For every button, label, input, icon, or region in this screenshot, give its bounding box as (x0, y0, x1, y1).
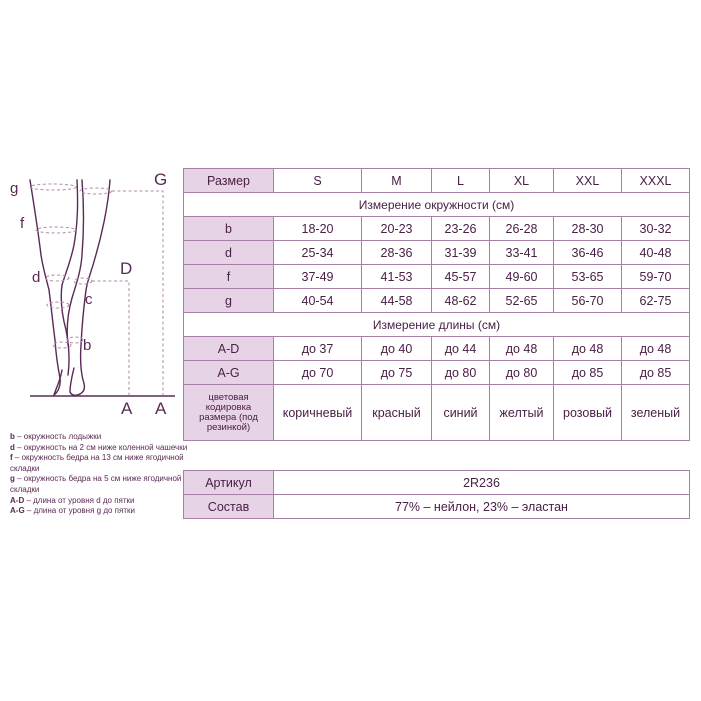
size-xl: XL (490, 169, 554, 193)
table-row (184, 337, 690, 361)
size-xxxl: XXXL (622, 169, 690, 193)
product-info-table (183, 470, 690, 519)
color-code-xxl: розовый (554, 385, 622, 441)
table-cell: 26-28 (490, 217, 554, 241)
label-b: b (83, 337, 92, 354)
size-m: M (362, 169, 432, 193)
legend-item-g: g – окружность бедра на 5 см ниже ягодичной складки (10, 474, 182, 494)
label-A-right: A (155, 399, 167, 418)
color-code-label: цветовая кодировка размера (под резинкой) (184, 385, 274, 441)
table-row (184, 361, 690, 385)
row-label-d: d (184, 241, 274, 265)
label-d: d (32, 269, 41, 286)
legend-item-a-g: A-G – длина от уровня g до пятки (10, 506, 135, 516)
table-cell: 28-30 (554, 217, 622, 241)
size-l: L (432, 169, 490, 193)
row-label-g: g (184, 289, 274, 313)
table-row (184, 241, 690, 265)
composition-value: 77% – нейлон, 23% – эластан (274, 495, 690, 519)
color-code-m: красный (362, 385, 432, 441)
legend-item-d: d – окружность на 2 см ниже коленной чашечки (10, 442, 188, 452)
row-label-f: f (184, 265, 274, 289)
table-cell: 56-70 (554, 289, 622, 313)
label-f: f (20, 215, 25, 232)
row-label-b: b (184, 217, 274, 241)
table-cell: 59-70 (622, 265, 690, 289)
table-cell: 23-26 (432, 217, 490, 241)
table-cell: 40-48 (622, 241, 690, 265)
table-cell: до 80 (432, 361, 490, 385)
table-cell: 37-49 (274, 265, 362, 289)
table-cell: 49-60 (490, 265, 554, 289)
circumference-section-row (184, 193, 690, 217)
leg-measurement-diagram (0, 160, 185, 425)
legend-item-b: b – окружность лодыжки (10, 432, 102, 441)
row-label-a-d: A-D (184, 337, 274, 361)
table-cell: до 48 (622, 337, 690, 361)
right-leg-outline (80, 180, 110, 394)
table-cell: 62-75 (622, 289, 690, 313)
table-cell: до 48 (554, 337, 622, 361)
label-A-left: A (121, 399, 133, 418)
table-cell: до 85 (622, 361, 690, 385)
table-cell: до 80 (490, 361, 554, 385)
row-label-a-g: A-G (184, 361, 274, 385)
composition-label: Состав (184, 495, 274, 519)
article-row (184, 471, 690, 495)
table-row (184, 265, 690, 289)
table-cell: 48-62 (432, 289, 490, 313)
left-leg-outline (30, 180, 60, 395)
table-cell: до 44 (432, 337, 490, 361)
table-cell: 52-65 (490, 289, 554, 313)
table-cell: 31-39 (432, 241, 490, 265)
table-cell: 53-65 (554, 265, 622, 289)
table-cell: до 75 (362, 361, 432, 385)
label-g: g (10, 180, 19, 197)
table-cell: до 37 (274, 337, 362, 361)
composition-row (184, 495, 690, 519)
color-code-l: синий (432, 385, 490, 441)
table-cell: 30-32 (622, 217, 690, 241)
table-cell: 44-58 (362, 289, 432, 313)
size-s: S (274, 169, 362, 193)
legs-outline (30, 180, 110, 395)
table-cell: 41-53 (362, 265, 432, 289)
size-xxl: XXL (554, 169, 622, 193)
label-c: c (85, 291, 93, 308)
size-table (183, 168, 690, 441)
legend-item-f: f – окружность бедра на 13 см ниже ягодичной складки (10, 453, 184, 473)
table-cell: до 70 (274, 361, 362, 385)
length-section-title: Измерение длины (см) (184, 313, 690, 337)
legend-item-a-d: A-D – длина от уровня d до пятки (10, 495, 135, 505)
table-cell: до 85 (554, 361, 622, 385)
color-code-row (184, 385, 690, 441)
table-cell: 36-46 (554, 241, 622, 265)
table-row (184, 217, 690, 241)
color-code-xl: желтый (490, 385, 554, 441)
article-label: Артикул (184, 471, 274, 495)
circumference-section-title: Измерение окружности (см) (184, 193, 690, 217)
table-cell: 18-20 (274, 217, 362, 241)
size-header-label: Размер (184, 169, 274, 193)
length-section-row (184, 313, 690, 337)
legend (10, 432, 188, 517)
table-cell: до 48 (490, 337, 554, 361)
label-D: D (120, 259, 133, 278)
table-cell: 40-54 (274, 289, 362, 313)
table-cell: 45-57 (432, 265, 490, 289)
measurement-lines (30, 184, 163, 395)
table-cell: до 40 (362, 337, 432, 361)
table-cell: 25-34 (274, 241, 362, 265)
article-value: 2R236 (274, 471, 690, 495)
label-G: G (154, 170, 168, 189)
table-cell: 28-36 (362, 241, 432, 265)
table-cell: 20-23 (362, 217, 432, 241)
right-foot (70, 368, 80, 395)
table-row (184, 289, 690, 313)
table-cell: 33-41 (490, 241, 554, 265)
color-code-s: коричневый (274, 385, 362, 441)
color-code-xxxl: зеленый (622, 385, 690, 441)
size-header-row (184, 169, 690, 193)
